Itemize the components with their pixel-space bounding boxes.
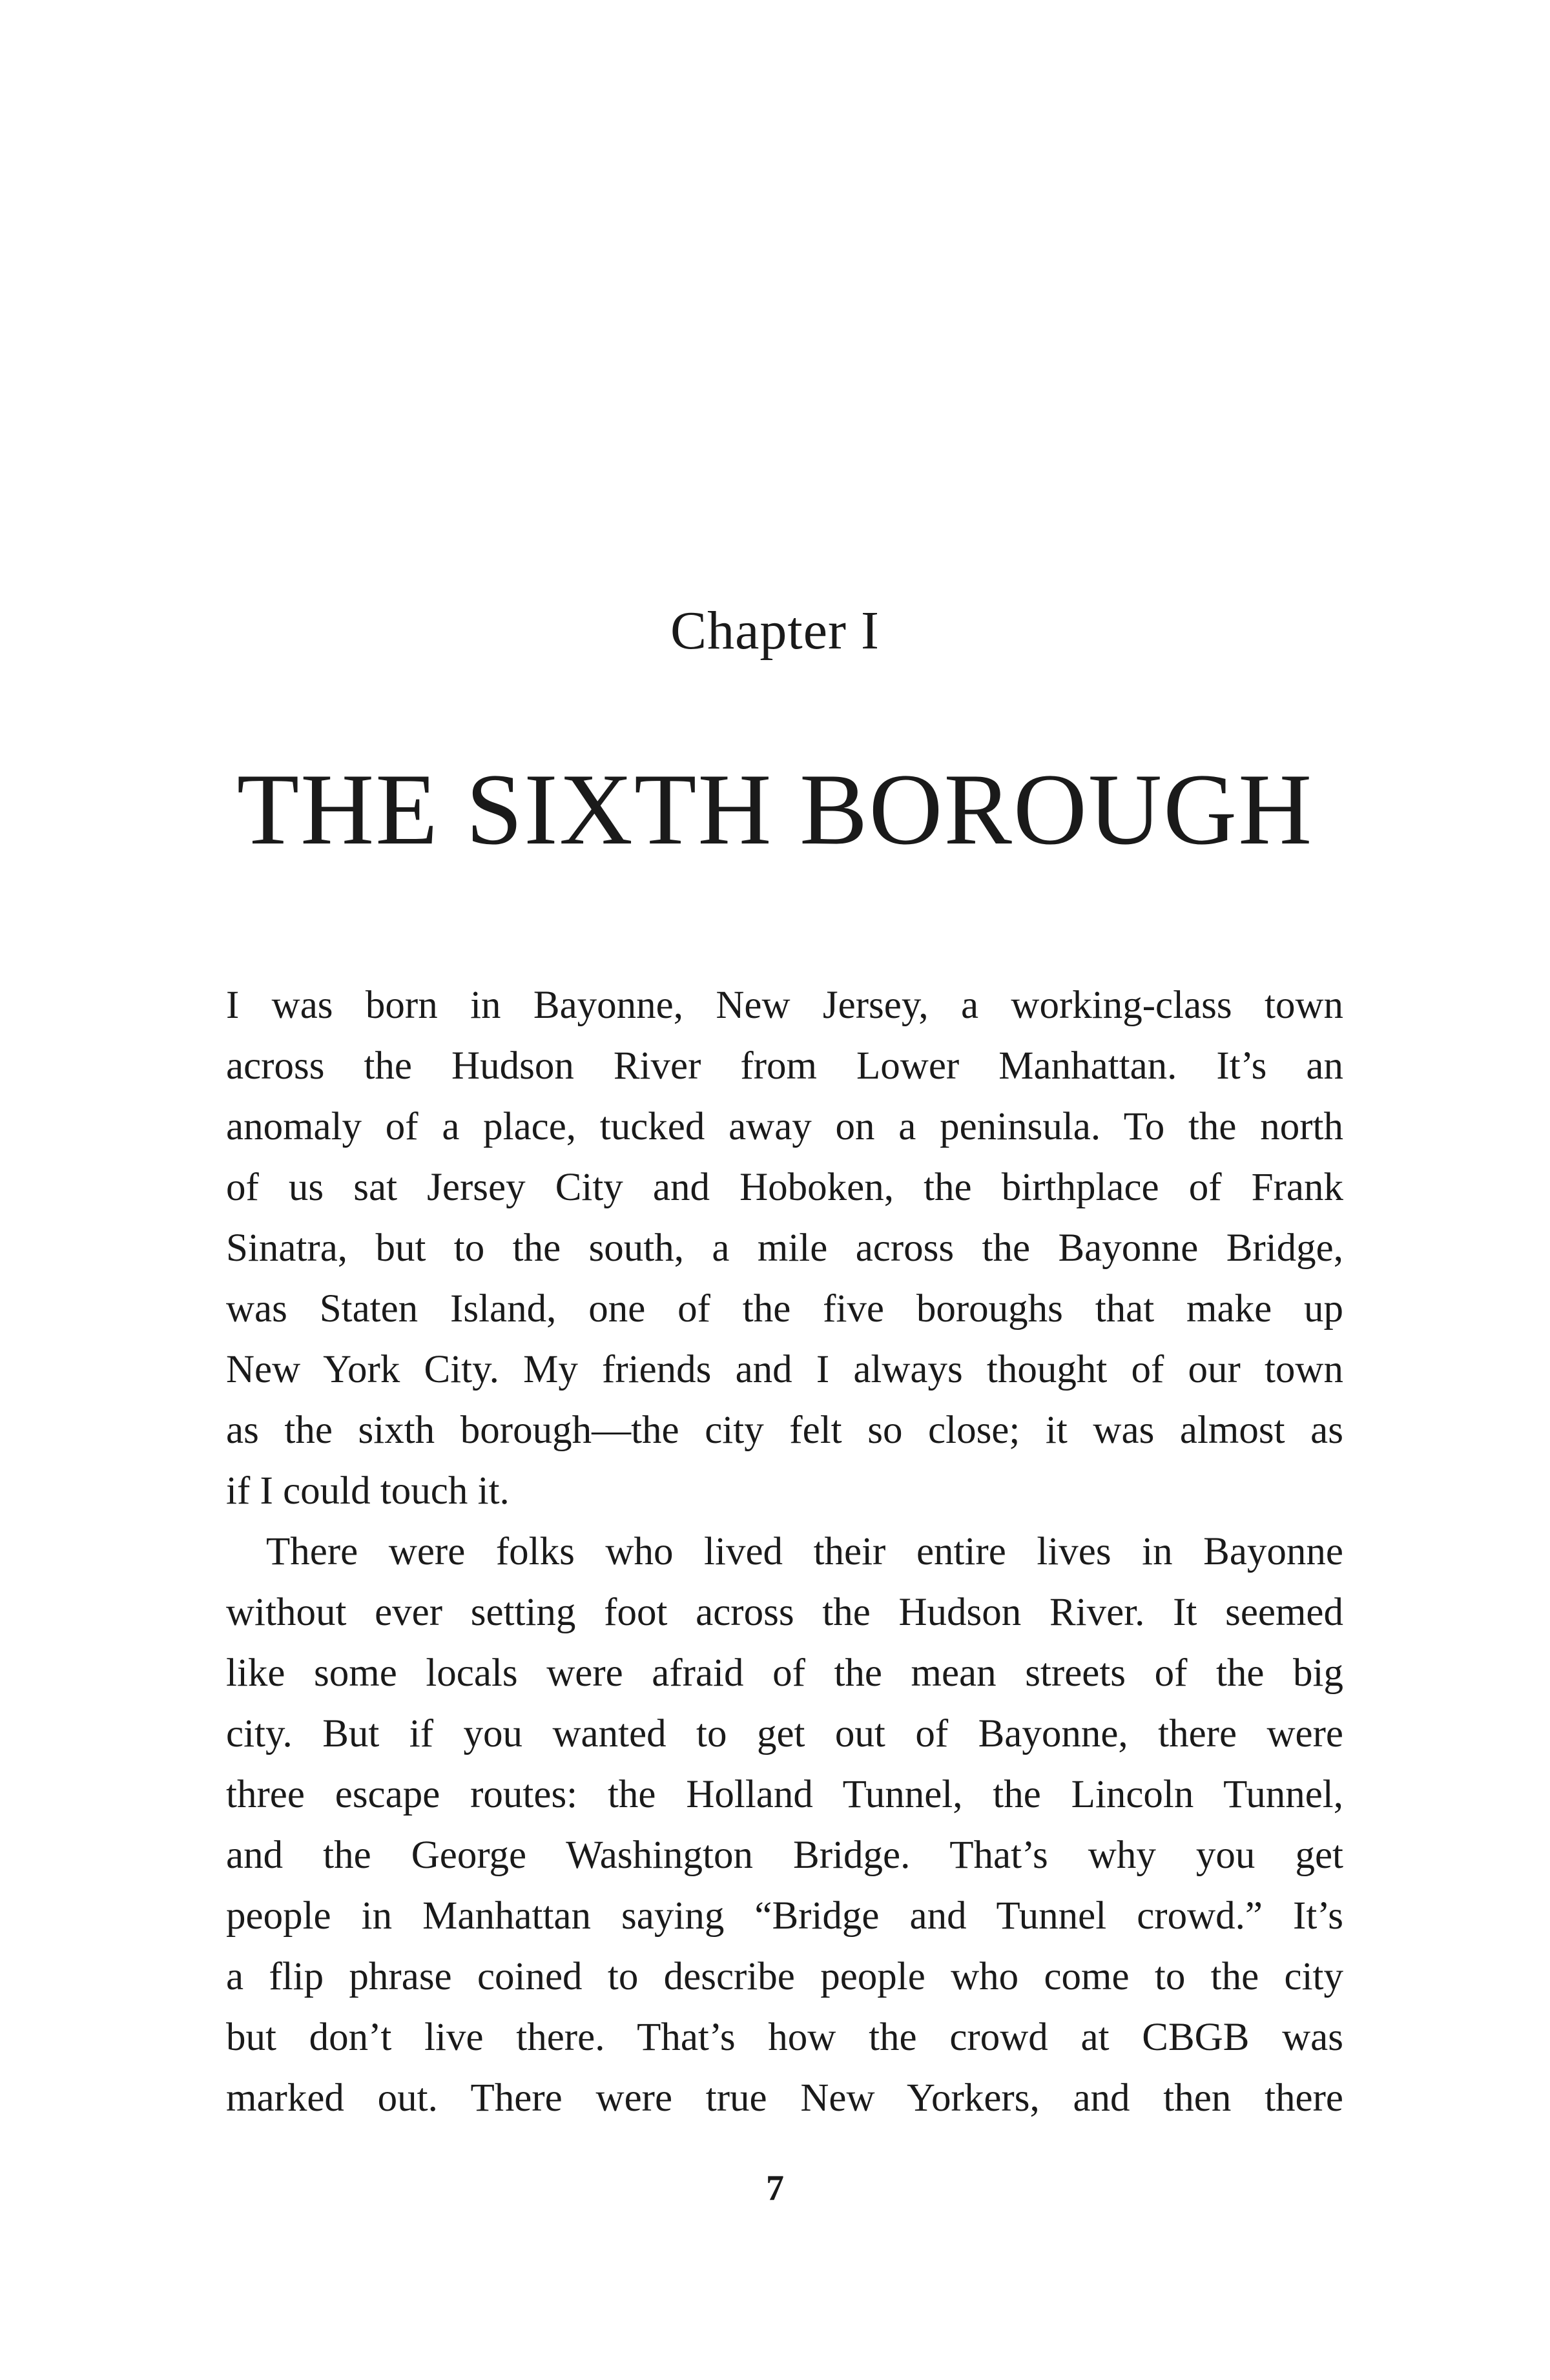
text-line: but don’t live there. That’s how the crowd at CBGB was (226, 2016, 1343, 2059)
text-line: was Staten Island, one of the five boroughs that make up (226, 1287, 1343, 1330)
text-line: if I could touch it. (226, 1469, 510, 1513)
text-line: New York City. My friends and I always thought of our town (226, 1348, 1343, 1391)
text-line: anomaly of a place, tucked away on a peninsula. To the north (226, 1105, 1343, 1148)
text-line: city. But if you wanted to get out of Bayonne, there were (226, 1712, 1343, 1755)
text-line: across the Hudson River from Lower Manhattan. It’s an (226, 1044, 1343, 1088)
text-line: as the sixth borough—the city felt so close; it was almost as (226, 1409, 1343, 1452)
chapter-title: THE SIXTH BOROUGH (236, 753, 1314, 866)
text-line: There were folks who lived their entire lives in Bayonne (266, 1530, 1343, 1573)
text-line: three escape routes: the Holland Tunnel, the Lincoln Tunnel, (226, 1773, 1343, 1816)
page-number: 7 (766, 2168, 784, 2208)
text-line: and the George Washington Bridge. That’s why you get (226, 1834, 1343, 1877)
text-line: people in Manhattan saying “Bridge and Tunnel crowd.” It’s (226, 1894, 1343, 1938)
text-line: marked out. There were true New Yorkers, and then there (226, 2076, 1343, 2120)
body-text (226, 975, 1343, 2129)
text-line: Sinatra, but to the south, a mile across the Bayonne Bridge, (226, 1226, 1343, 1270)
text-line: of us sat Jersey City and Hoboken, the birthplace of Frank (226, 1166, 1343, 1209)
paragraph-2 (226, 1522, 1343, 2129)
text-line: like some locals were afraid of the mean streets of the big (226, 1651, 1343, 1695)
text-line: a flip phrase coined to describe people who come to the city (226, 1955, 1343, 1998)
paragraph-1 (226, 975, 1343, 1522)
chapter-label: Chapter I (670, 601, 880, 661)
text-line: without ever setting foot across the Hudson River. It seemed (226, 1591, 1343, 1634)
text-line: I was born in Bayonne, New Jersey, a working-class town (226, 984, 1343, 1027)
